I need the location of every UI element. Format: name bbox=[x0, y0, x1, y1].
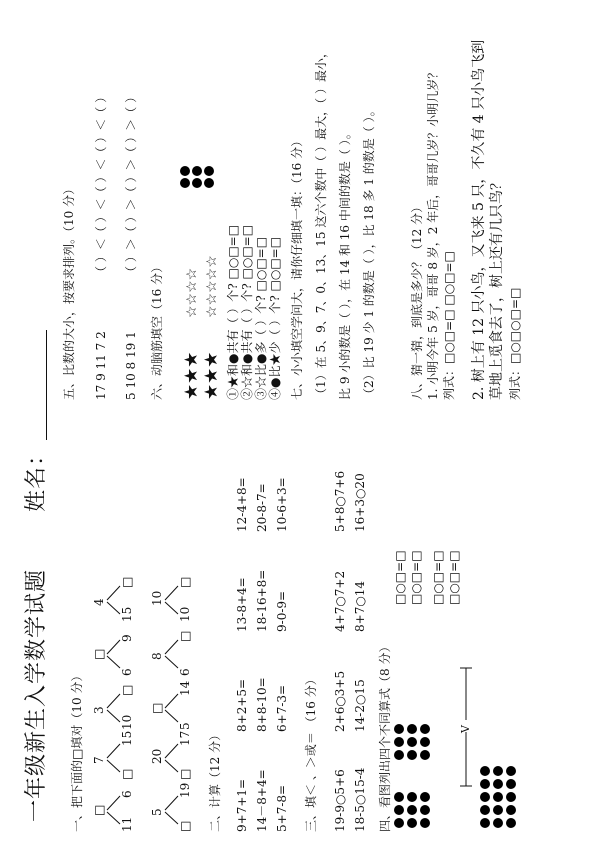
section3-heading: 三、填＜ 、＞或＝ （16 分） bbox=[304, 673, 318, 832]
order-row-1: （ ）＜（ ）＜（ ）＜（ ）＜（ ） bbox=[94, 90, 108, 278]
tree-top-value: 3 bbox=[92, 706, 106, 714]
dot bbox=[204, 178, 214, 188]
star-question: ①★和●共有（ ）个? □○□=□ bbox=[226, 224, 240, 400]
star-question: ④●比★少（ ）个? □○□=□ bbox=[268, 236, 282, 400]
calc-item: 8+2+5= bbox=[235, 678, 249, 732]
tree-right-value: □ bbox=[120, 684, 134, 696]
fill-question-2: （2）比 19 少 1 的数是（ ），比 18 多 1 的数是（ ）。 bbox=[362, 104, 376, 400]
section7-heading: 七、小小填空学问大，请你仔细填一填：（16 分） bbox=[290, 134, 304, 400]
tree-top-value: 10 bbox=[150, 590, 164, 606]
tree-right-value: 14 bbox=[178, 680, 192, 696]
order-row-2: （ ）＞（ ）＞（ ）＞（ ）＞（ ） bbox=[124, 90, 138, 278]
tree-left-value: 5 bbox=[178, 722, 192, 730]
star-question: ②☆和●共有（ ）个? □○□=□ bbox=[240, 224, 254, 400]
tree-top-value: 20 bbox=[150, 748, 164, 764]
tree-left-value: □ bbox=[178, 768, 192, 780]
word-problem-2-formula: 列式：□○□○□=□ bbox=[508, 287, 522, 400]
tree-left-value: □ bbox=[120, 768, 134, 780]
name-label: 姓名： bbox=[24, 442, 49, 512]
tree-right-value: □ bbox=[178, 576, 192, 588]
tree-left-value: 15 bbox=[120, 606, 134, 622]
compare-item: 14-2○15 bbox=[353, 679, 367, 732]
section5-heading: 五、比数的大小，按要求排列。（10 分） bbox=[62, 182, 76, 400]
tree-top-value: □ bbox=[92, 804, 106, 816]
tree-right-value: 15 bbox=[120, 730, 134, 746]
tree-left-value: 10 bbox=[120, 714, 134, 730]
tree-top-value: 4 bbox=[92, 598, 106, 606]
tree-top-value: 8 bbox=[150, 652, 164, 660]
word-problem-2-line-2: 草地上觅食去了，树上还有几只鸟？ bbox=[489, 176, 505, 400]
tree-left-value: 11 bbox=[120, 816, 134, 832]
tree-right-value: 9 bbox=[120, 634, 134, 642]
word-problem-1-formula: 列式：□○□=□ □○□=□ bbox=[442, 251, 456, 400]
calc-item: 18-16+8= bbox=[255, 569, 269, 632]
compare-item: 16+3○20 bbox=[353, 473, 367, 532]
compare-item: 8+7○14 bbox=[353, 580, 367, 632]
calc-item: 12-4+8= bbox=[235, 477, 249, 532]
tree-top-value: 7 bbox=[92, 756, 106, 764]
tree-top-value: 5 bbox=[150, 808, 164, 816]
word-problem-2-line-1: 2. 树上有 12 只小鸟，又飞来 5 只，不久有 4 只小鸟飞到 bbox=[471, 39, 487, 400]
dot bbox=[192, 178, 202, 188]
calc-item: 8+8-10= bbox=[255, 677, 269, 732]
compare-item: 19-9○5+6 bbox=[333, 769, 347, 832]
tree-left-value: 6 bbox=[178, 668, 192, 676]
section4-heading: 四、看图列出四个不同算式（8 分） bbox=[378, 640, 392, 832]
black-stars-row-1: ★★★ bbox=[181, 351, 202, 400]
formula-item: □○□=□ bbox=[409, 550, 423, 605]
formula-column-1 bbox=[392, 550, 424, 605]
calc-item: 5+7-8= bbox=[275, 784, 289, 832]
fill-question-1a: （1）在 5、9、7、0、13、15 这六个数中（ ）最大，（ ）最小， bbox=[314, 46, 328, 400]
calc-item: 10-6+3= bbox=[275, 477, 289, 532]
formula-item: □○□=□ bbox=[393, 550, 407, 605]
tree-right-value: □ bbox=[120, 576, 134, 588]
dot bbox=[192, 166, 202, 176]
tree-top-value: □ bbox=[92, 648, 106, 660]
compare-item: 4+7○7+2 bbox=[333, 570, 347, 632]
section6-heading: 六、动脑筋填空（16 分） bbox=[150, 260, 164, 400]
star-questions bbox=[226, 225, 282, 400]
tree-left-value: □ bbox=[178, 820, 192, 832]
fill-question-1b: 比 9 小的数是（ ），在 14 和 16 中间的数是（ ）。 bbox=[338, 127, 352, 400]
white-stars-row-2: ☆☆☆☆☆ bbox=[204, 255, 220, 318]
calc-item: 13-8+4= bbox=[235, 577, 249, 632]
white-stars-row-1: ☆☆☆☆ bbox=[184, 267, 200, 318]
calc-item: 9+7+1= bbox=[235, 778, 249, 832]
tree-left-value: 6 bbox=[120, 668, 134, 676]
calc-item: 9-0-9= bbox=[275, 590, 289, 632]
number-row-2: 5 10 8 19 1 bbox=[124, 331, 138, 400]
tree-top-value: □ bbox=[150, 702, 164, 714]
dot bbox=[180, 178, 190, 188]
tree-right-value: 6 bbox=[120, 790, 134, 798]
star-question: ③☆比●多（ ）个? □○□=□ bbox=[254, 236, 268, 400]
exam-title: 一年级新生入学数学试题 bbox=[24, 568, 49, 822]
tree-left-value: 10 bbox=[178, 606, 192, 622]
formula-item: □○□=□ bbox=[447, 550, 461, 605]
compare-item: 18-5○15-4 bbox=[353, 767, 367, 832]
section8-heading: 八、猜一猜，到底是多少？（12 分） bbox=[410, 200, 424, 400]
formula-column-2 bbox=[430, 550, 462, 605]
brace-mark: V bbox=[459, 725, 472, 733]
dot bbox=[204, 166, 214, 176]
calc-item: 20-8-7= bbox=[255, 483, 269, 532]
black-stars-row-2: ★★★ bbox=[201, 351, 222, 400]
dot bbox=[180, 166, 190, 176]
calc-item: 14－8+4= bbox=[255, 769, 269, 832]
compare-item: 2+6○3+5 bbox=[333, 670, 347, 732]
formula-item: □○□=□ bbox=[431, 550, 445, 605]
number-row-1: 17 9 11 7 2 bbox=[94, 331, 108, 400]
compare-item: 5+8○7+6 bbox=[333, 470, 347, 532]
tree-right-value: □ bbox=[178, 630, 192, 642]
tree-right-value: 17 bbox=[178, 730, 192, 746]
tree-right-value: 19 bbox=[178, 782, 192, 798]
section1-heading: 一、把下面的□填对（10 分） bbox=[70, 669, 84, 832]
calc-item: 6+7-3= bbox=[275, 684, 289, 732]
section2-heading: 二、计算（12 分） bbox=[208, 728, 222, 832]
word-problem-1: 1. 小明今年 5 岁，哥哥 8 岁，2 年后，哥哥几岁？小明几岁？ bbox=[426, 66, 440, 400]
